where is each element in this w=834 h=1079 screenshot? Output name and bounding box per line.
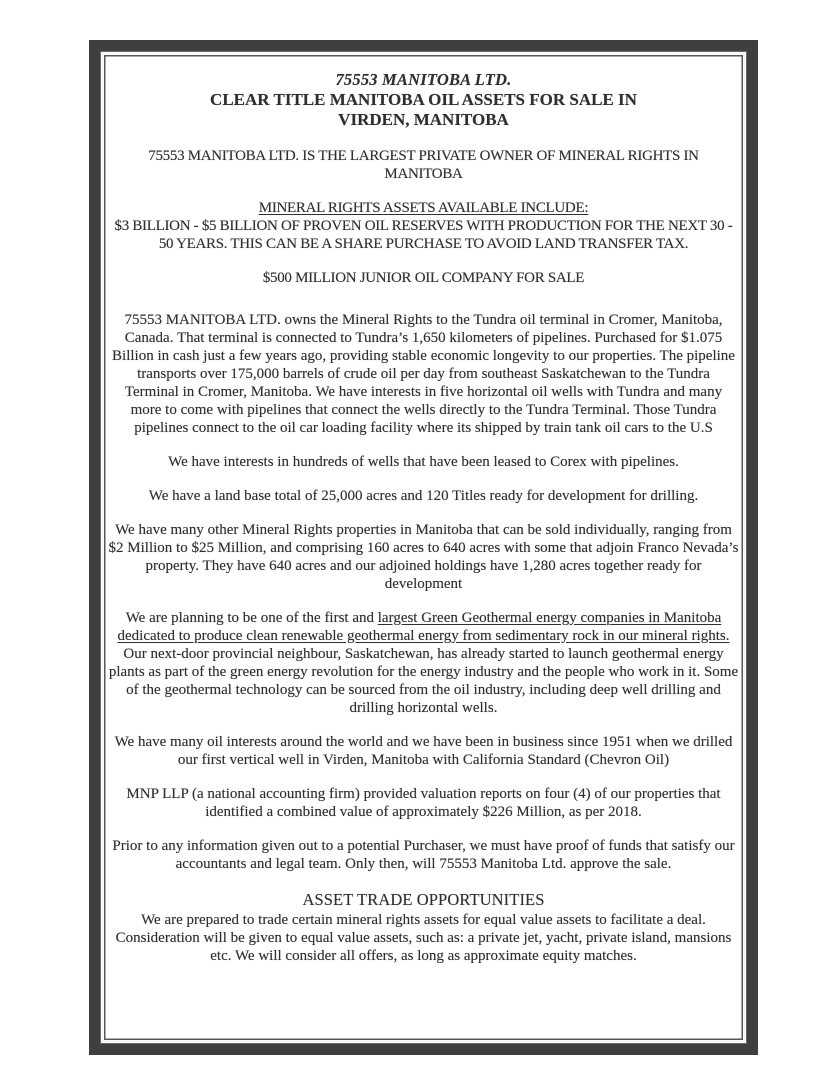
geothermal-text-post: Our next-door provincial neighbour, Saskatchewan, has already started to launch geothermal energy plants as part of the green energy revolution for the energy industry and the people who work in it. Some of the geothermal technology can be sourced from the oil industry, including deep well drilling and drilling horizontal wells. (108, 645, 739, 716)
company-title: 75553 MANITOBA LTD. (335, 69, 512, 89)
geothermal-text-pre: We are planning to be one of the first and (125, 609, 378, 626)
paragraph-geothermal (109, 609, 739, 717)
paragraph-mnp-valuation: MNP LLP (a national accounting firm) provided valuation reports on four (4) of our properties that identified a combined value of approximately $226 Million, as per 2018. (126, 785, 721, 820)
asset-trade-heading: ASSET TRADE OPPORTUNITIES (302, 889, 545, 909)
paragraph-other-properties: We have many other Mineral Rights properties in Manitoba that can be sold individually, ranging from $2 Million to $25 Million, and comprising 160 acres to 640 acres with some that adjoin Franco Nevada’s property. They have 640 acres and our adjoined holdings have 1,280 acres together ready for development (108, 521, 739, 592)
geothermal-text-underlined: largest Green Geothermal energy companies in Manitoba dedicated to produce clean renewable geothermal energy from sedimentary rock in our mineral rights. (117, 609, 730, 644)
document-border-frame (89, 40, 758, 1055)
document-content (106, 57, 742, 1039)
headline (109, 90, 739, 130)
paragraph-land-base: We have a land base total of 25,000 acres and 120 Titles ready for development for drilling. (148, 487, 699, 504)
asset-trade-section (109, 889, 739, 965)
assets-available-heading: MINERAL RIGHTS ASSETS AVAILABLE INCLUDE: (258, 199, 589, 216)
headline-line2: VIRDEN, MANITOBA (338, 109, 509, 129)
reserves-statement: $3 BILLION - $5 BILLION OF PROVEN OIL RESERVES WITH PRODUCTION FOR THE NEXT 30 - 50 YEARS. THIS CAN BE A SHARE PURCHASE TO AVOID LAND TRANSFER TAX. (114, 217, 733, 252)
headline-line1: CLEAR TITLE MANITOBA OIL ASSETS FOR SALE IN (210, 89, 637, 109)
paragraph-world-interests: We have many oil interests around the world and we have been in business since 1951 when we drilled our first vertical well in Virden, Manitoba with California Standard (Chevron Oil) (114, 733, 733, 768)
assets-available-block (109, 199, 739, 253)
company-for-sale-statement: $500 MILLION JUNIOR OIL COMPANY FOR SALE (262, 269, 585, 286)
paragraph-tundra-terminal: 75553 MANITOBA LTD. owns the Mineral Rights to the Tundra oil terminal in Cromer, Manitoba, Canada. That terminal is connected to Tundra’s 1,650 kilometers of pipelines. Purchased for $1.075 Billion in cash just a few years ago, providing stable economic longevity to our properties. The pipeline transports over 175,000 barrels of crude oil per day from southeast Saskatchewan to the Tundra Terminal in Cromer, Manitoba. We have interests in five horizontal oil wells with Tundra and many more to come with pipelines that connect the wells directly to the Tundra Terminal. Those Tundra pipelines connect to the oil car loading facility where its shipped by train tank oil cars to the U.S (112, 311, 735, 436)
paragraph-corex-wells: We have interests in hundreds of wells that have been leased to Corex with pipelines. (168, 453, 679, 470)
paragraph-proof-of-funds: Prior to any information given out to a potential Purchaser, we must have proof of funds that satisfy our accountants and legal team. Only then, will 75553 Manitoba Ltd. approve the sale. (112, 837, 735, 872)
largest-owner-statement: 75553 MANITOBA LTD. IS THE LARGEST PRIVATE OWNER OF MINERAL RIGHTS IN MANITOBA (148, 147, 699, 182)
asset-trade-body: We are prepared to trade certain mineral rights assets for equal value assets to facilitate a deal. Consideration will be given to equal value assets, such as: a private jet, yacht, private island, mansions etc. We will consider all offers, as long as approximate equity matches. (115, 911, 732, 964)
